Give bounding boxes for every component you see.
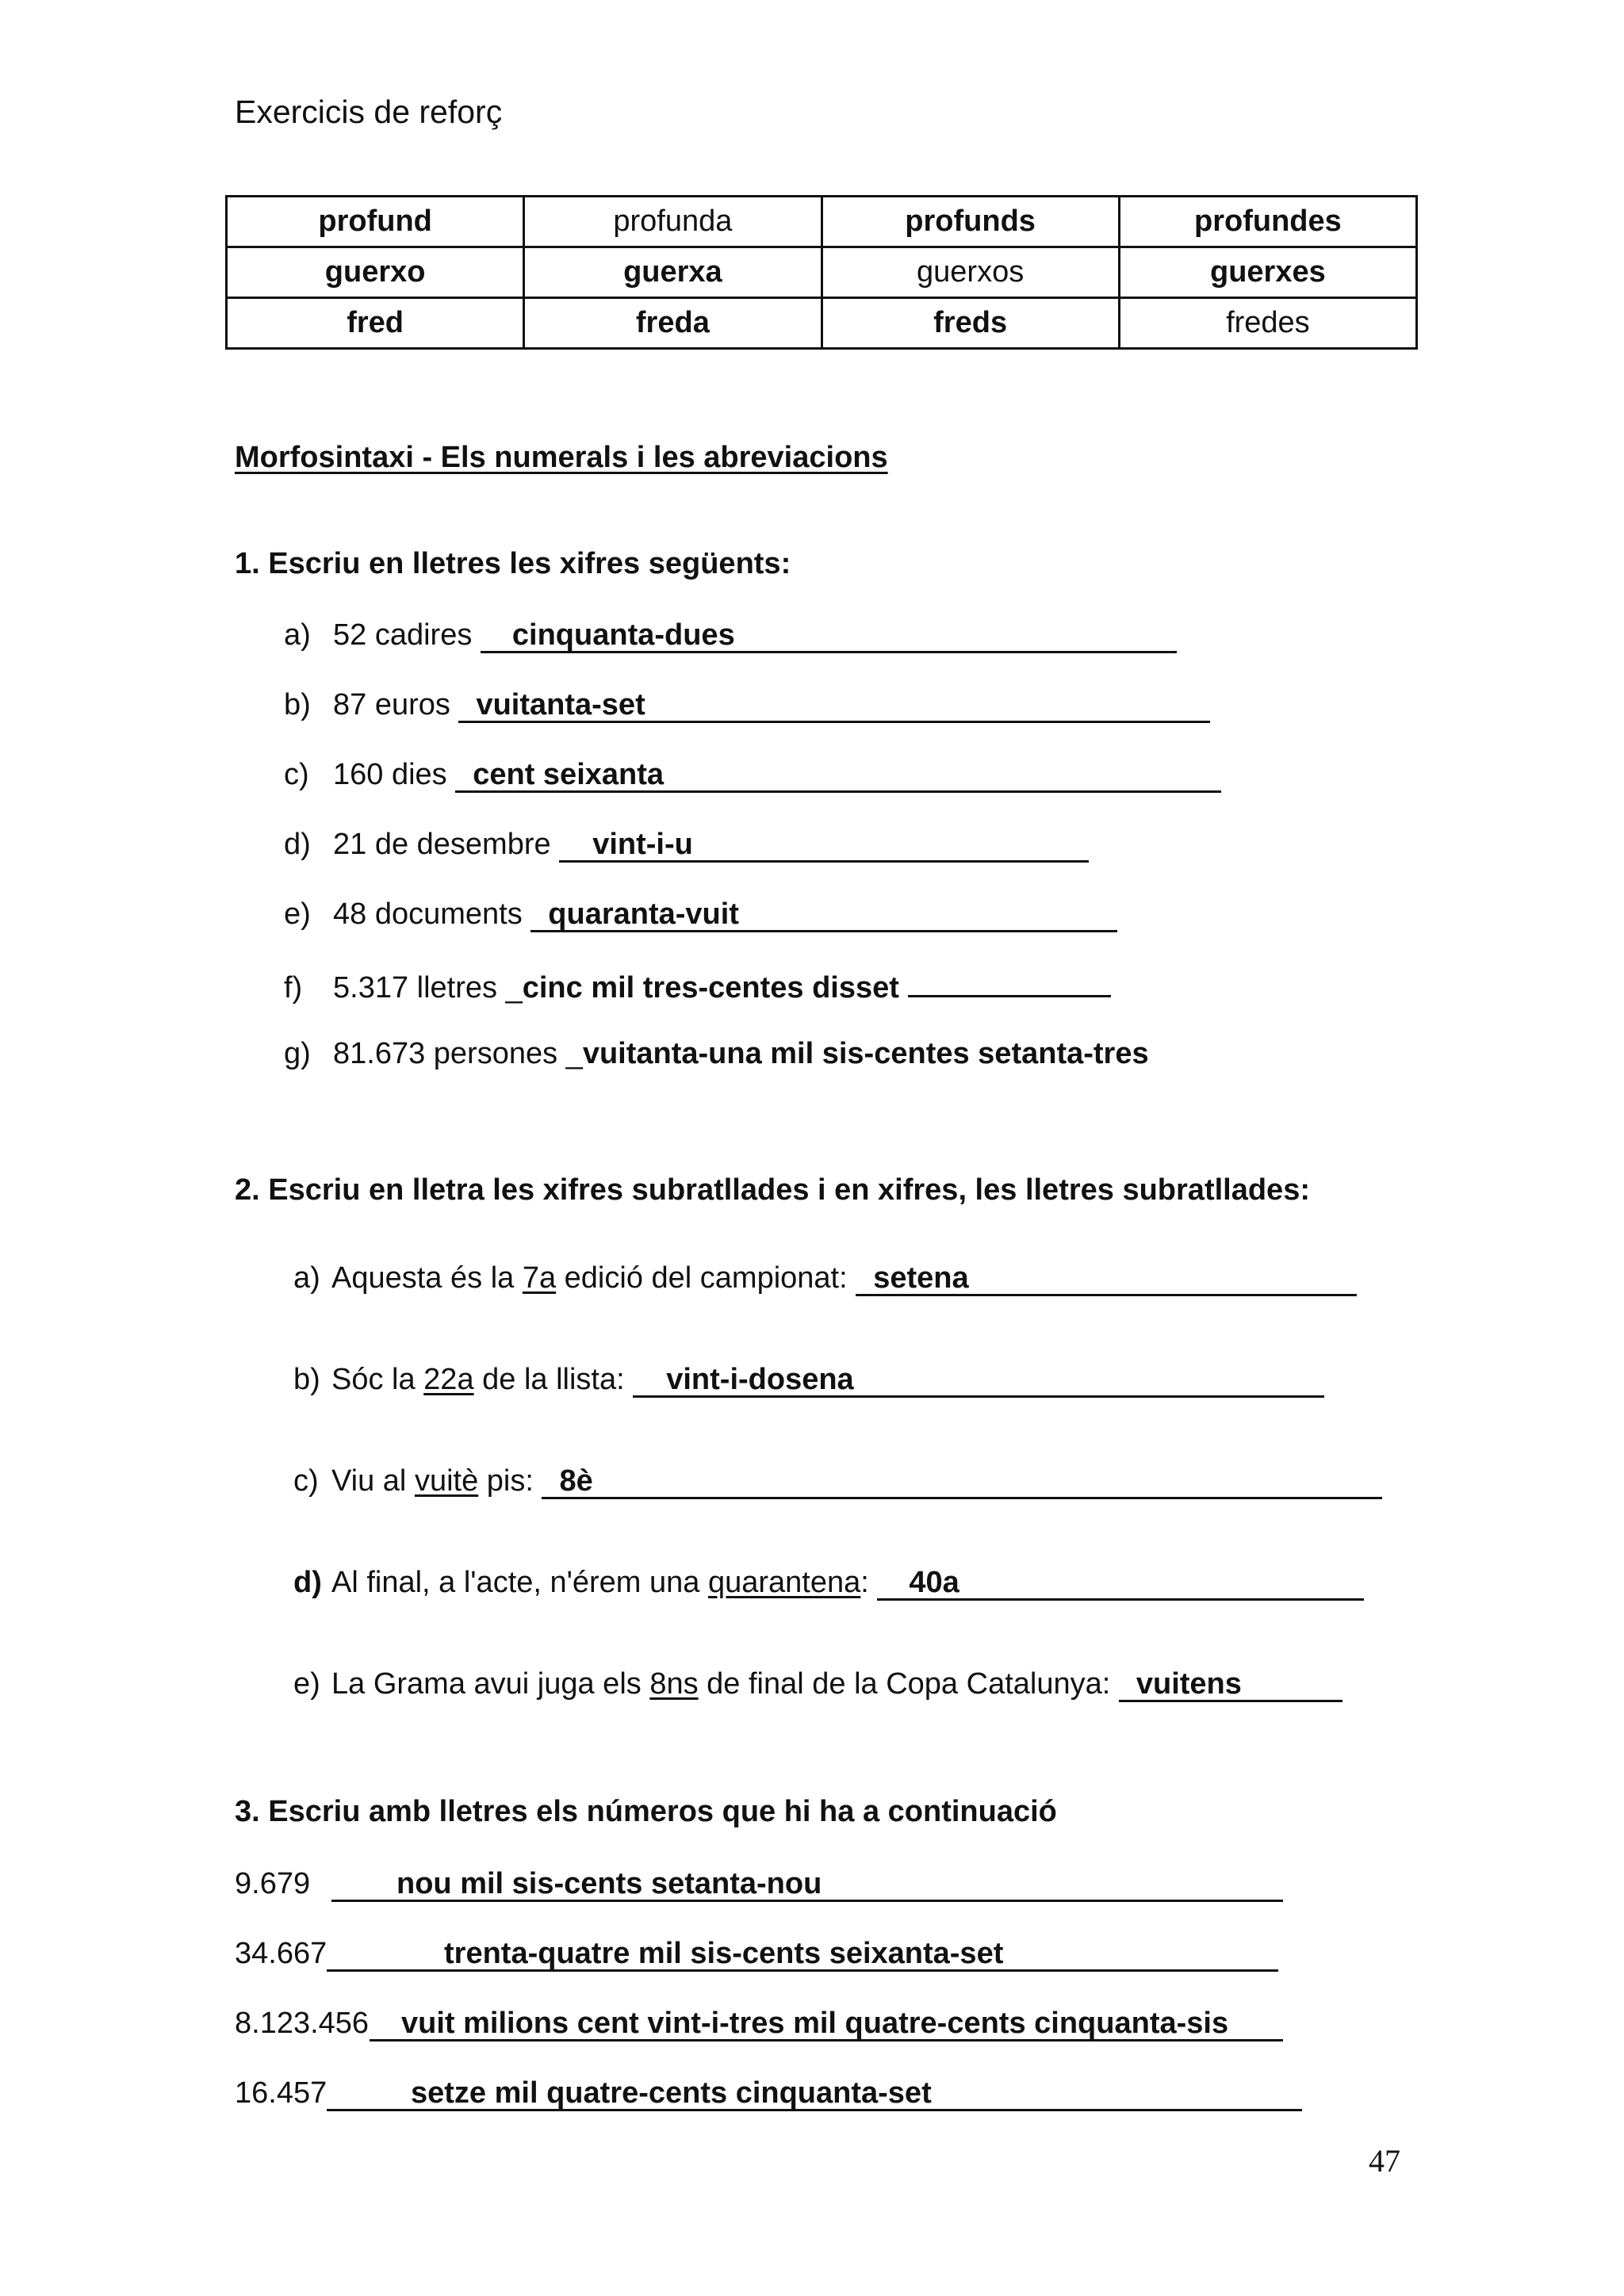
item-prompt-post: : — [860, 1566, 878, 1599]
table-cell: freda — [524, 298, 822, 349]
q2-item-a — [293, 1259, 1357, 1297]
answer-text: quaranta-vuit — [548, 897, 739, 931]
q2-item-e — [293, 1665, 1342, 1703]
table-cell: guerxa — [524, 247, 822, 298]
q1-item-e — [284, 895, 1117, 933]
q3-item — [235, 2074, 1302, 2112]
answer-field[interactable] — [370, 2007, 1283, 2042]
item-label: a) — [284, 618, 311, 652]
underlined-figure: 8ns — [649, 1667, 699, 1701]
section-title: Morfosintaxi - Els numerals i les abreviacions — [235, 441, 888, 474]
answer-text: cinc mil tres-centes disset — [522, 971, 899, 1004]
answer-field[interactable] — [481, 619, 1177, 653]
item-label: d) — [293, 1566, 322, 1599]
table-row — [227, 247, 1417, 298]
item-label: d) — [284, 828, 311, 861]
answer-text: vint-i-dosena — [666, 1363, 854, 1396]
answer-text: cent seixanta — [473, 758, 665, 791]
item-label: e) — [284, 897, 311, 931]
answer-text: 8è — [559, 1464, 593, 1498]
item-prompt: 21 de desembre — [333, 828, 560, 861]
table-row — [227, 298, 1417, 349]
page-header-title: Exercicis de reforç — [235, 94, 503, 130]
q3-item — [235, 1934, 1278, 1973]
underlined-word: quarantena — [707, 1566, 861, 1599]
table-cell: guerxo — [227, 247, 524, 298]
q1-item-b — [284, 686, 1210, 724]
table-cell: profund — [227, 197, 524, 247]
answer-field[interactable] — [559, 828, 1089, 863]
table-cell: profundes — [1119, 197, 1416, 247]
item-label: a) — [293, 1261, 320, 1295]
underlined-figure: 22a — [423, 1363, 474, 1396]
item-label: f) — [284, 971, 303, 1004]
item-label: b) — [293, 1363, 320, 1396]
underlined-figure: vuitè — [414, 1464, 479, 1498]
table-cell: guerxes — [1119, 247, 1416, 298]
q3-item — [235, 2004, 1283, 2042]
item-number: 9.679 — [235, 1867, 311, 1900]
answer-text: 40a — [909, 1566, 959, 1599]
answer-text: vuitens — [1136, 1667, 1242, 1701]
question-3-title: 3. Escriu amb lletres els números que hi ha a continuació — [235, 1795, 1057, 1828]
q3-item — [235, 1865, 1283, 1903]
table-cell: guerxos — [822, 247, 1119, 298]
item-prompt-post: edició del campionat: — [556, 1261, 856, 1295]
page-number: 47 — [1369, 2143, 1400, 2179]
q1-item-c — [284, 756, 1221, 794]
item-number: 34.667 — [235, 1937, 327, 1970]
answer-field[interactable] — [856, 1262, 1357, 1296]
answer-field[interactable] — [458, 689, 1210, 723]
answer-blank[interactable] — [908, 965, 1111, 997]
answer-text: setze mil quatre-cents cinquanta-set — [411, 2076, 932, 2110]
item-prompt: 48 documents — [333, 897, 531, 931]
q2-item-d — [293, 1563, 1364, 1601]
answer-text: vuitanta-set — [476, 688, 645, 721]
answer-text: trenta-quatre mil sis-cents seixanta-set — [444, 1937, 1004, 1970]
question-2-title: 2. Escriu en lletra les xifres subratllades i en xifres, les lletres subratllades: — [235, 1173, 1310, 1207]
item-prompt-pre: La Grama avui juga els — [331, 1667, 650, 1701]
item-prompt-pre: Aquesta és la — [331, 1261, 523, 1295]
answer-text: vuitanta-una mil sis-centes setanta-tres — [582, 1037, 1149, 1070]
table-cell: profunda — [524, 197, 822, 247]
item-prompt-post: pis: — [478, 1464, 542, 1498]
answer-field[interactable] — [327, 2077, 1302, 2111]
table-cell: fredes — [1119, 298, 1416, 349]
item-prompt: 87 euros — [333, 688, 459, 721]
item-label: e) — [293, 1667, 320, 1701]
answer-text: vint-i-u — [592, 828, 693, 861]
answer-field[interactable] — [1119, 1668, 1342, 1702]
item-prompt: 81.673 persones _ — [333, 1037, 583, 1070]
answer-field[interactable] — [331, 1868, 1283, 1902]
item-prompt-pre: Al final, a l'acte, n'érem una — [331, 1566, 708, 1599]
item-prompt-post: de final de la Copa Catalunya: — [698, 1667, 1119, 1701]
adjective-forms-table — [225, 195, 1418, 350]
item-label: g) — [284, 1037, 311, 1070]
q1-item-f — [284, 965, 1111, 1007]
answer-text: setena — [873, 1261, 969, 1295]
answer-field[interactable] — [877, 1567, 1364, 1601]
answer-text: vuit milions cent vint-i-tres mil quatre-cents cinquanta-sis — [401, 2007, 1229, 2040]
q1-item-a — [284, 616, 1177, 654]
item-label: c) — [284, 758, 309, 791]
item-number: 16.457 — [235, 2076, 327, 2110]
underlined-figure: 7a — [522, 1261, 557, 1295]
table-row — [227, 197, 1417, 247]
q2-item-c — [293, 1462, 1382, 1500]
q1-item-d — [284, 825, 1089, 863]
answer-field[interactable] — [542, 1465, 1382, 1499]
answer-field[interactable] — [530, 898, 1117, 932]
answer-field[interactable] — [327, 1938, 1278, 1972]
answer-text: cinquanta-dues — [511, 618, 735, 652]
item-prompt-post: de la llista: — [473, 1363, 634, 1396]
table-cell: freds — [822, 298, 1119, 349]
question-1-title: 1. Escriu en lletres les xifres següents: — [235, 547, 791, 580]
item-label: c) — [293, 1464, 319, 1498]
item-label: b) — [284, 688, 311, 721]
item-prompt-pre: Viu al — [331, 1464, 415, 1498]
answer-field[interactable] — [455, 759, 1221, 793]
q2-item-b — [293, 1360, 1324, 1399]
answer-text: nou mil sis-cents setanta-nou — [396, 1867, 822, 1900]
q1-item-g — [284, 1035, 1149, 1073]
item-prompt: 52 cadires — [333, 618, 481, 652]
item-prompt: 160 dies — [333, 758, 456, 791]
answer-field[interactable] — [633, 1364, 1324, 1398]
table-cell: profunds — [822, 197, 1119, 247]
item-prompt: 5.317 lletres _ — [333, 971, 523, 1004]
table-cell: fred — [227, 298, 524, 349]
item-number: 8.123.456 — [235, 2007, 370, 2040]
item-prompt-pre: Sóc la — [331, 1363, 424, 1396]
